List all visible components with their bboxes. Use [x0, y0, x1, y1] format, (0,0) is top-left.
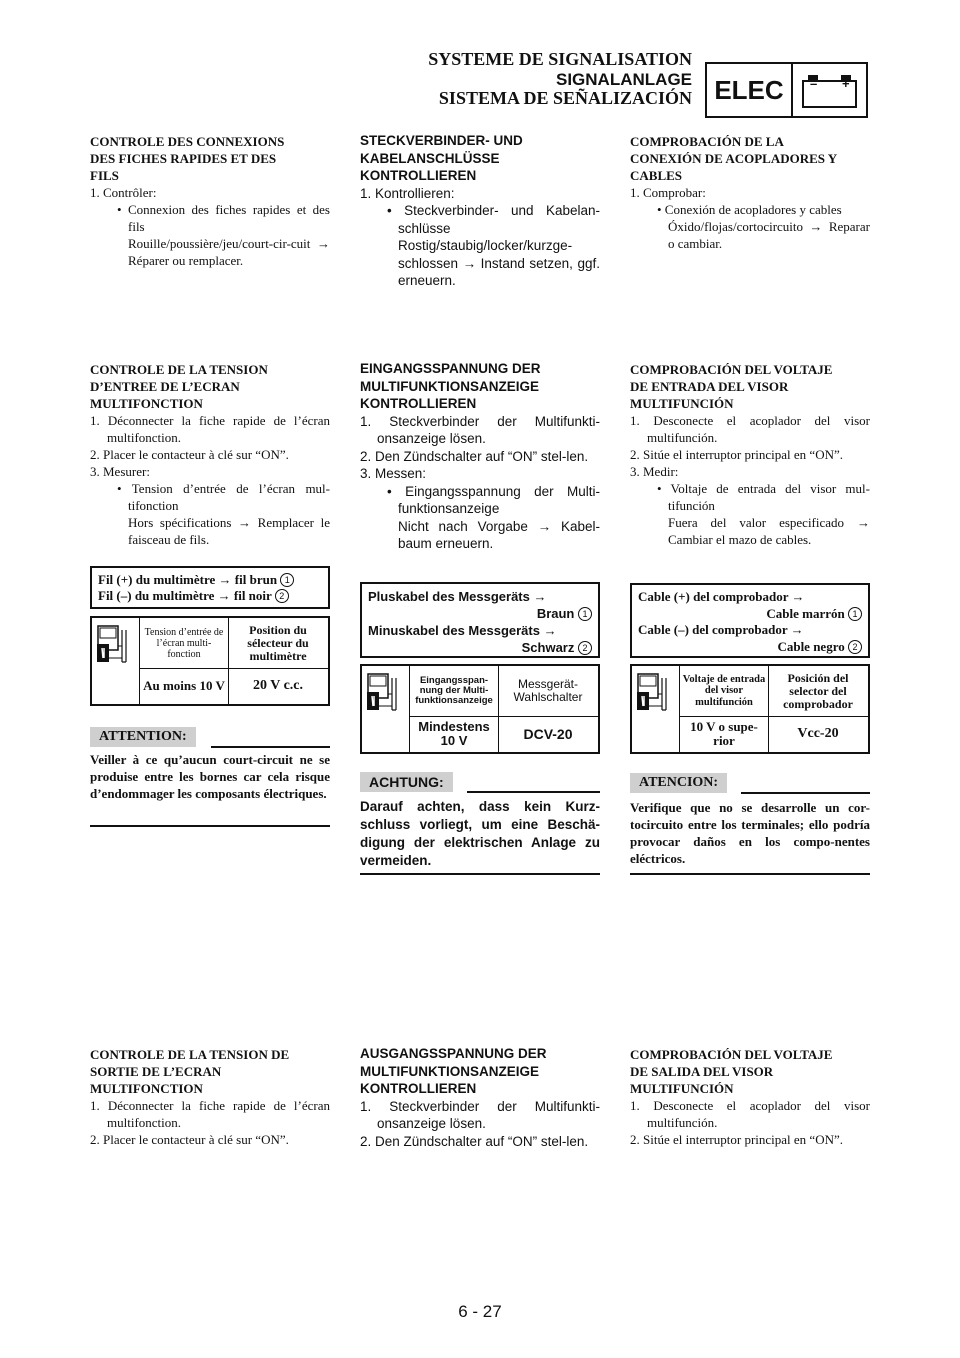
multimeter-icon — [362, 666, 410, 752]
s2-de-step2: 2. Den Zündschalter auf “ON” stel-len. — [360, 448, 589, 464]
s2-de-probe-box — [360, 582, 600, 658]
marker-1: 1 — [280, 573, 294, 587]
s1-es-heading: COMPROBACIÓN DE LA CONEXIÓN DE ACOPLADORES Y CABLES — [630, 134, 838, 183]
s2-es-probe1a: Cable (+) del comprobador → — [638, 589, 805, 604]
s3-es — [630, 1046, 870, 1148]
s2-fr-caution-label: ATTENTION: — [90, 727, 196, 747]
s2-fr-probe1: Fil (+) du multimètre → fil brun 1 — [98, 572, 322, 588]
s3-fr-heading: CONTROLE DE LA TENSION DE SORTIE DE L’ECRAN MULTIFONCTION — [90, 1047, 290, 1096]
marker-2: 2 — [275, 589, 289, 603]
s2-es-th2: Posición del selector del comprobador — [783, 670, 853, 711]
s3-de-step1: 1. Steckverbinder der Multifunkti-onsanzeige lösen. — [360, 1098, 600, 1131]
s2-es-caution-text: Verifique que no se desarrolle un cor-tocircuito entre los terminales; ello podría provocar daños en los compo-nentes eléctricos. — [630, 800, 870, 866]
s3-fr-step1: 1. Déconnecter la fiche rapide de l’écran multifonction. — [90, 1098, 330, 1130]
s2-de-step1: 1. Steckverbinder der Multifunkti-onsanzeige lösen. — [360, 413, 600, 446]
s2-es-probe-box — [630, 583, 870, 658]
s1-es — [630, 133, 870, 252]
battery-plus: + — [842, 76, 850, 91]
s2-fr-bullet: • Tension d’entrée de l’écran mul-tifonction — [117, 481, 330, 513]
elec-label: ELEC — [707, 64, 793, 116]
s3-es-step2: 2. Sitúe el interruptor principal en “ON”. — [630, 1132, 843, 1147]
multimeter-icon — [92, 618, 140, 704]
s2-es-heading: COMPROBACIÓN DEL VOLTAJE DE ENTRADA DEL VISOR MULTIFUNCIÓN — [630, 362, 833, 411]
s2-fr-th1: Tension d’entrée de l’écran multi-fonction — [144, 626, 224, 660]
s2-es-caution-rule — [741, 792, 870, 794]
s1-es-sub: Óxido/flojas/cortocircuito → Reparar o cambiar. — [668, 219, 870, 251]
s2-de-th2: Messgerät-Wahlschalter — [513, 677, 583, 704]
s2-fr-step1: 1. Déconnecter la fiche rapide de l’écran multifonction. — [90, 413, 330, 445]
marker-1: 1 — [578, 607, 592, 621]
s2-es-spec-table — [630, 664, 870, 754]
s2-fr-probe-box — [90, 566, 330, 609]
s2-de-caution-label: ACHTUNG: — [360, 772, 453, 792]
battery-icon — [793, 64, 866, 116]
s1-es-bullet: • Conexión de acopladores y cables — [657, 202, 842, 217]
s2-es-step1: 1. Desconecte el acoplador del visor multifunción. — [630, 413, 870, 445]
s2-es-probe2a: Cable (–) del comprobador → — [638, 622, 804, 637]
header-title-fr: SYSTEME DE SIGNALISATION — [428, 49, 692, 69]
s2-de-probe2a: Minuskabel des Messgeräts → — [368, 623, 557, 638]
s3-fr — [90, 1046, 330, 1148]
s2-es-probe2b: Cable negro 2 — [638, 639, 862, 656]
s2-fr-caution-bottom — [90, 825, 330, 827]
s1-de-heading: STECKVERBINDER- UND KABELANSCHLÜSSE KONTROLLIEREN — [360, 133, 523, 183]
s2-fr-spec-table — [90, 616, 330, 706]
elec-badge — [705, 62, 868, 118]
s1-de-bullet: • Steckverbinder- und Kabelan-schlüsse — [387, 203, 600, 236]
s2-fr-step2: 2. Placer le contacteur à clé sur “ON”. — [90, 447, 289, 462]
s2-fr-td1: Au moins 10 V — [143, 678, 225, 693]
s2-es-step3: 3. Medir: — [630, 464, 679, 479]
s3-de-step2: 2. Den Zündschalter auf “ON” stel-len. — [360, 1133, 589, 1149]
battery-minus: – — [810, 76, 818, 91]
s2-es-step2: 2. Sitúe el interruptor principal en “ON”. — [630, 447, 843, 462]
s2-fr-sub: Hors spécifications → Remplacer le faisceau de fils. — [128, 515, 330, 547]
header-title-es: SISTEMA DE SEÑALIZACIÓN — [438, 88, 692, 108]
s2-fr-step3: 3. Mesurer: — [90, 464, 150, 479]
s1-es-step1: 1. Comprobar: — [630, 185, 706, 200]
s2-es — [630, 361, 870, 548]
s2-fr-caution-rule — [211, 746, 330, 748]
s3-de-heading: AUSGANGSSPANNUNG DER MULTIFUNKTIONSANZEIGE KONTROLLIEREN — [360, 1046, 547, 1096]
header-title-de: SIGNALANLAGE — [556, 70, 692, 89]
s2-fr-caution-text: Veiller à ce qu’aucun court-circuit ne se produise entre les bornes car cela risque d’endommager les composants électriques. — [90, 752, 330, 801]
s2-es-caution-bottom — [630, 873, 870, 875]
s2-de-spec-table — [360, 664, 600, 754]
s2-de-step3: 3. Messen: — [360, 466, 427, 481]
s2-fr — [90, 361, 330, 548]
s2-de-caution-text: Darauf achten, dass kein Kurz-schluss vorliegt, um eine Beschä-digung der elektrischen Anlage zu vermeiden. — [360, 799, 600, 868]
marker-1: 1 — [848, 607, 862, 621]
s2-de — [360, 360, 600, 553]
s3-fr-step2: 2. Placer le contacteur à clé sur “ON”. — [90, 1132, 289, 1147]
s2-de-probe2b: Schwarz 2 — [368, 639, 592, 656]
s2-de-caution-rule — [467, 791, 600, 793]
page-number: 6 - 27 — [458, 1302, 502, 1321]
s2-de-sub: Nicht nach Vorgabe → Kabel-baum erneuern. — [398, 518, 600, 551]
s2-de-td2: DCV-20 — [523, 726, 573, 742]
s2-es-th1: Voltaje de entrada del visor multifunción — [682, 673, 766, 708]
s1-de — [360, 132, 600, 290]
s1-fr-heading: CONTROLE DES CONNEXIONS DES FICHES RAPIDES ET DES FILS — [90, 134, 285, 183]
s1-fr-sub: Rouille/poussière/jeu/court-cir-cuit → Réparer ou remplacer. — [128, 236, 330, 268]
s2-fr-td2: 20 V c.c. — [252, 678, 304, 693]
battery-icon-graphic — [793, 64, 866, 116]
marker-2: 2 — [578, 641, 592, 655]
s2-es-td2: Vcc-20 — [797, 726, 839, 741]
s2-es-probe1b: Cable marrón 1 — [638, 606, 862, 623]
marker-2: 2 — [848, 640, 862, 654]
multimeter-icon — [632, 666, 680, 752]
s2-es-caution-label: ATENCION: — [630, 773, 727, 793]
s2-es-td1: 10 V o supe-rior — [690, 719, 758, 748]
s1-de-step1: 1. Kontrollieren: — [360, 185, 455, 201]
s2-de-bullet: • Eingangsspannung der Multi-funktionsanzeige — [387, 483, 600, 516]
s2-de-th1: Eingangsspan-nung der Multi-funktionsanzeige — [415, 675, 493, 706]
s2-fr-th2: Position du sélecteur du multimètre — [247, 622, 309, 663]
s3-de — [360, 1045, 600, 1150]
s1-fr-bullet: • Connexion des fiches rapides et des fils — [117, 202, 330, 234]
s2-de-td1: Mindestens 10 V — [418, 719, 490, 748]
s2-fr-heading: CONTROLE DE LA TENSION D’ENTREE DE L’ECRAN MULTIFONCTION — [90, 362, 268, 411]
s2-es-sub: Fuera del valor especificado → Cambiar el mazo de cables. — [668, 515, 870, 547]
s1-fr — [90, 133, 330, 269]
s2-de-caution-bottom — [360, 873, 600, 875]
s2-de-heading: EINGANGSSPANNUNG DER MULTIFUNKTIONSANZEIGE KONTROLLIEREN — [360, 361, 541, 411]
s1-fr-step1: 1. Contrôler: — [90, 185, 157, 200]
s1-de-sub: Rostig/staubig/locker/kurzge-schlossen → Instand setzen, ggf. erneuern. — [398, 238, 600, 288]
s2-de-probe1b: Braun 1 — [368, 605, 592, 622]
s2-es-bullet: • Voltaje de entrada del visor mul-tifunción — [657, 481, 870, 513]
s2-de-probe1a: Pluskabel des Messgeräts → — [368, 589, 547, 604]
s3-es-heading: COMPROBACIÓN DEL VOLTAJE DE SALIDA DEL VISOR MULTIFUNCIÓN — [630, 1047, 833, 1096]
s2-fr-probe2: Fil (–) du multimètre → fil noir 2 — [98, 588, 322, 604]
s3-es-step1: 1. Desconecte el acoplador del visor multifunción. — [630, 1098, 870, 1130]
